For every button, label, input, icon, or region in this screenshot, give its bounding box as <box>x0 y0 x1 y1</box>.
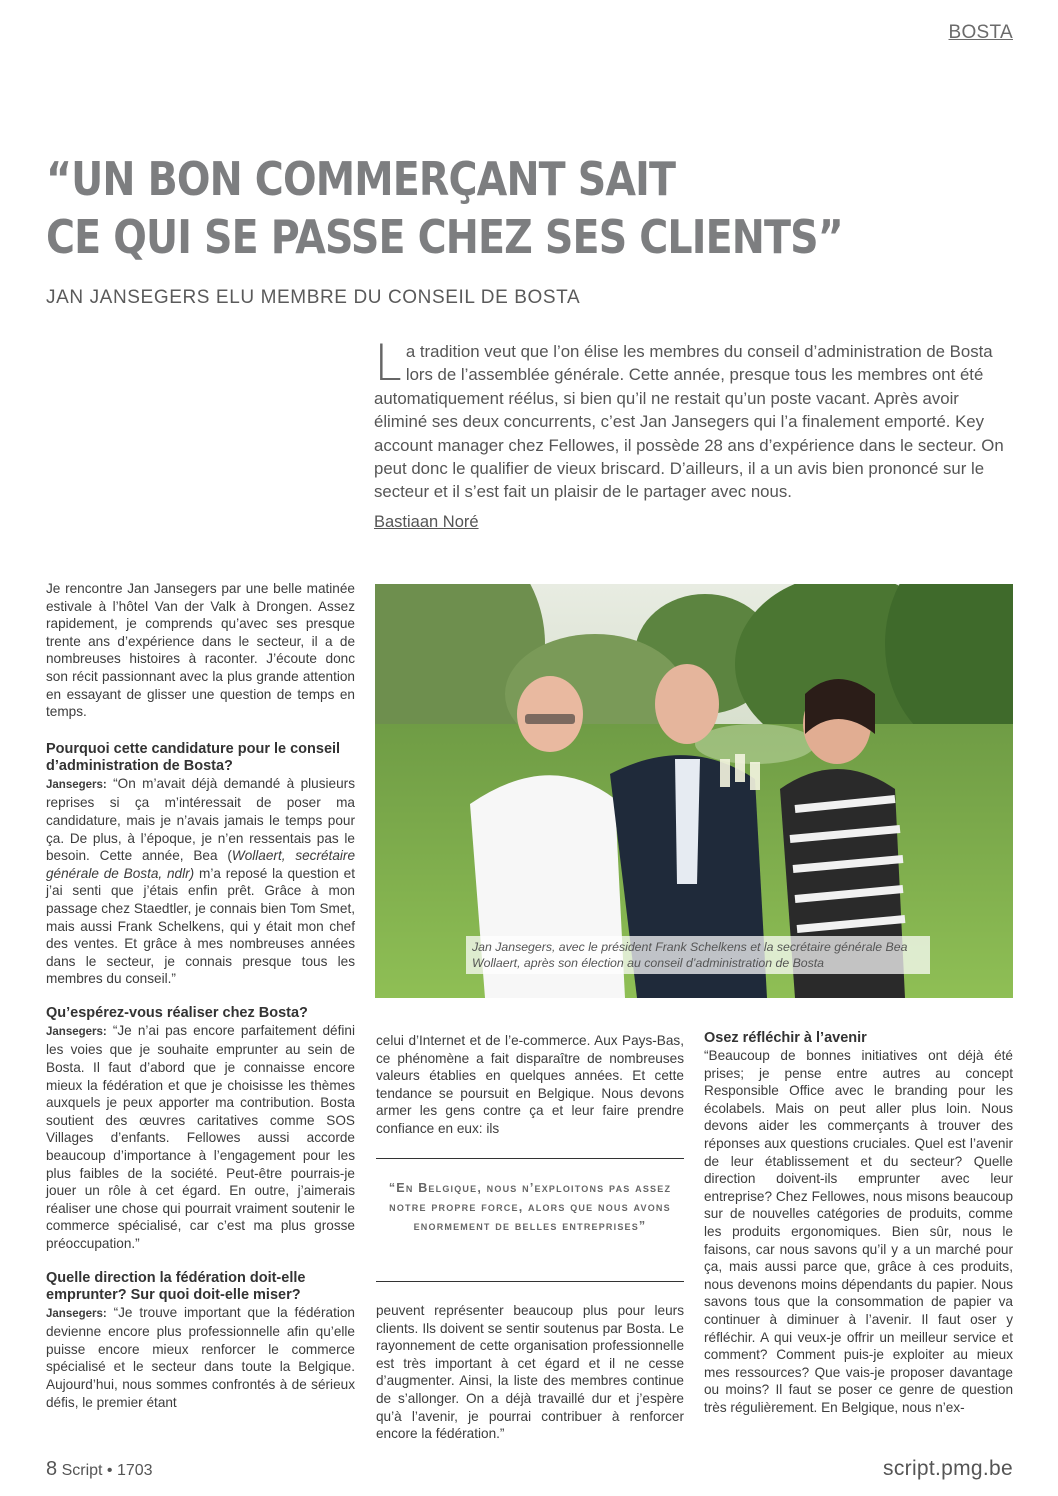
headline-line-1: “UN BON COMMERÇANT SAIT <box>46 152 676 206</box>
opening-paragraph: Je rencontre Jan Jansegers par une belle matinée estivale à l’hôtel Van der Valk à Drongen. Assez rapidement, je comprends qu’avec ses presque trente ans d’expérience dans le secteur, il a de nombreuses histoires à raconter. J’écoute donc son récit passionnant avec la plus grande attention en essayant de glisser une question de temps en temps. <box>46 581 355 720</box>
column-2-text-bottom: peuvent représenter beaucoup plus pour leurs clients. Ils doivent se sentir soutenus par Bosta. Le rayonnement de cette organisation professionnelle est très important à cet égard et il ne cesse d’augmenter. Ainsi, la liste des membres continue de s’allonger. On a déjà travaillé dur et j’espère qu’à l’avenir, je pourrai contribuer à renforcer encore la fédération.” <box>376 1303 684 1442</box>
pull-quote-text: “En Belgique, nous n’exploitons pas assez notre propre force, alors que nous avons enormement de belles entreprises” <box>388 1181 672 1233</box>
column-2-bottom <box>376 1302 684 1443</box>
column-3-text: “Beaucoup de bonnes initiatives ont déjà été prises; je pense entre autres au concept Responsible Office avec le branding pour les écolabels. Mais on peut aller plus loin. Nous devons aider les commerçants à trouver des réponses aux questions cruciales. Quel est l’avenir de leur établissement et du secteur? Quelle direction doivent-ils emprunter avec leur entreprise? Chez Fellowes, nous misons beaucoup sur de nouvelles catégories de produits, comme les produits ergonomiques. Bien sûr, nous le faisons, car nous savons qu’il y a un marché pour ça, mais aussi parce que, grâce à ces produits, nous devenons moins dépendants du papier. Nous savons tous que la consommation de papier va continuer à diminuer à l’avenir. Il faut oser y réfléchir. A qui veux-je offrir un meilleur service et comment? Comment puis-je exploiter au mieux mes ressources? Que vais-je proposer davantage ou moins? Il faut se poser ce genre de question très régulièrement. En Belgique, nous n’ex- <box>704 1048 1013 1415</box>
answer-1: Jansegers: “On m’avait déjà demandé à plusieurs reprises si ça m’intéressait de poser ma candidature, mais je n’avais jamais le temps pour ça. De plus, à l’époque, je n’en ressentais pas le besoin. Cette année, Bea (Wollaert, secrétaire générale de Bosta, ndlr) m’a reposé la question et j’ai senti que j’étais enfin prêt. Grâce à mon passage chez Staedtler, je connais bien Tom Smet, mais aussi Frank Schelkens, qui y était mon chef des ventes. Et grâce à mes nombreuses années dans le secteur, je connais presque tous les membres du conseil.” <box>46 775 356 987</box>
magazine-issue: Script • 1703 <box>61 1462 153 1479</box>
answer-3: Jansegers: “Je trouve important que la fédération devienne encore plus professionnelle afin qu’elle puisse encore mieux renforcer le commerce spécialisé et le secteur dans toute la Belgique. Aujourd’hui, nous sommes confrontés à de sérieux défis, le premier étant <box>46 1304 355 1410</box>
intro-text: a tradition veut que l’on élise les membres du conseil d’administration de Bosta lors de l’assemblée générale. Cette année, presque tous les membres ont été automatiquement réélus, si bien qu’il ne restait qu’un poste vacant. Après avoir éliminé ses deux concurrents, c’est Jan Jansegers qui l’a finalement emporté. Key account manager chez Fellowes, il possède 28 ans d’expérience dans le secteur. On peut donc le qualifier de vieux briscard. D’ailleurs, il a un avis bien prononcé sur le secteur et il s’est fait un plaisir de le partager avec nous. <box>374 342 1004 502</box>
column-2-text-top: celui d’Internet et de l’e-commerce. Aux Pays-Bas, ce phénomène a fait disparaître de nombreuses valeurs établies en quelques années. Et cette tendance se poursuit en Belgique. Nous devons armer les gens contre ça et leur faire prendre confiance en eux: ils <box>376 1033 684 1136</box>
section-heading: Osez réfléchir à l’avenir <box>704 1030 867 1046</box>
column-3 <box>704 1030 1013 1416</box>
column-2-top <box>376 1032 684 1138</box>
answer-2: Jansegers: “Je n’ai pas encore parfaitement défini les voies que je souhaite emprunter au sein de Bosta. Il faut d’abord que je connaisse encore mieux la fédération et que je choisisse les thèmes auxquels je peux apporter ma contribution. Bosta soutient des œuvres caritatives comme SOS Villages d’enfants. Fellowes aussi accorde beaucoup d’importance à l’engagement pour les plus faibles de la société. Peut-être pourrais-je jouer un rôle à cet égard. En outre, j’aimerais réaliser une chose qui pourrait vraiment soutenir le commerce spécialisé, car c’est ma plus grosse préoccupation.” <box>46 1022 355 1251</box>
section-tag[interactable]: BOSTA <box>948 22 1013 43</box>
subtitle: JAN JANSEGERS ELU MEMBRE DU CONSEIL DE BOSTA <box>46 287 581 308</box>
question-heading-1: Pourquoi cette candidature pour le conseil d’administration de Bosta? <box>46 740 341 774</box>
page-footer-left <box>46 1458 153 1481</box>
website-link[interactable]: script.pmg.be <box>883 1457 1013 1480</box>
page-number: 8 <box>46 1458 58 1480</box>
headline-line-2: CE QUI SE PASSE CHEZ SES CLIENTS” <box>46 210 843 264</box>
column-1 <box>46 580 355 1411</box>
speaker-label: Jansegers: <box>46 1307 107 1320</box>
photo-caption: Jan Jansegers, avec le président Frank Schelkens et la secrétaire générale Bea Wollaert, après son élection au conseil d’administration de Bosta <box>466 936 930 974</box>
pull-quote <box>376 1158 684 1282</box>
drop-cap: L <box>374 334 402 392</box>
intro-paragraph <box>374 334 1014 504</box>
speaker-label: Jansegers: <box>46 1025 107 1038</box>
question-heading-3: Quelle direction la fédération doit-elle emprunter? Sur quoi doit-elle miser? <box>46 1269 306 1303</box>
headline <box>46 150 872 266</box>
question-heading-2: Qu’espérez-vous réaliser chez Bosta? <box>46 1004 308 1021</box>
speaker-label: Jansegers: <box>46 778 107 791</box>
author-byline[interactable]: Bastiaan Noré <box>374 513 479 531</box>
